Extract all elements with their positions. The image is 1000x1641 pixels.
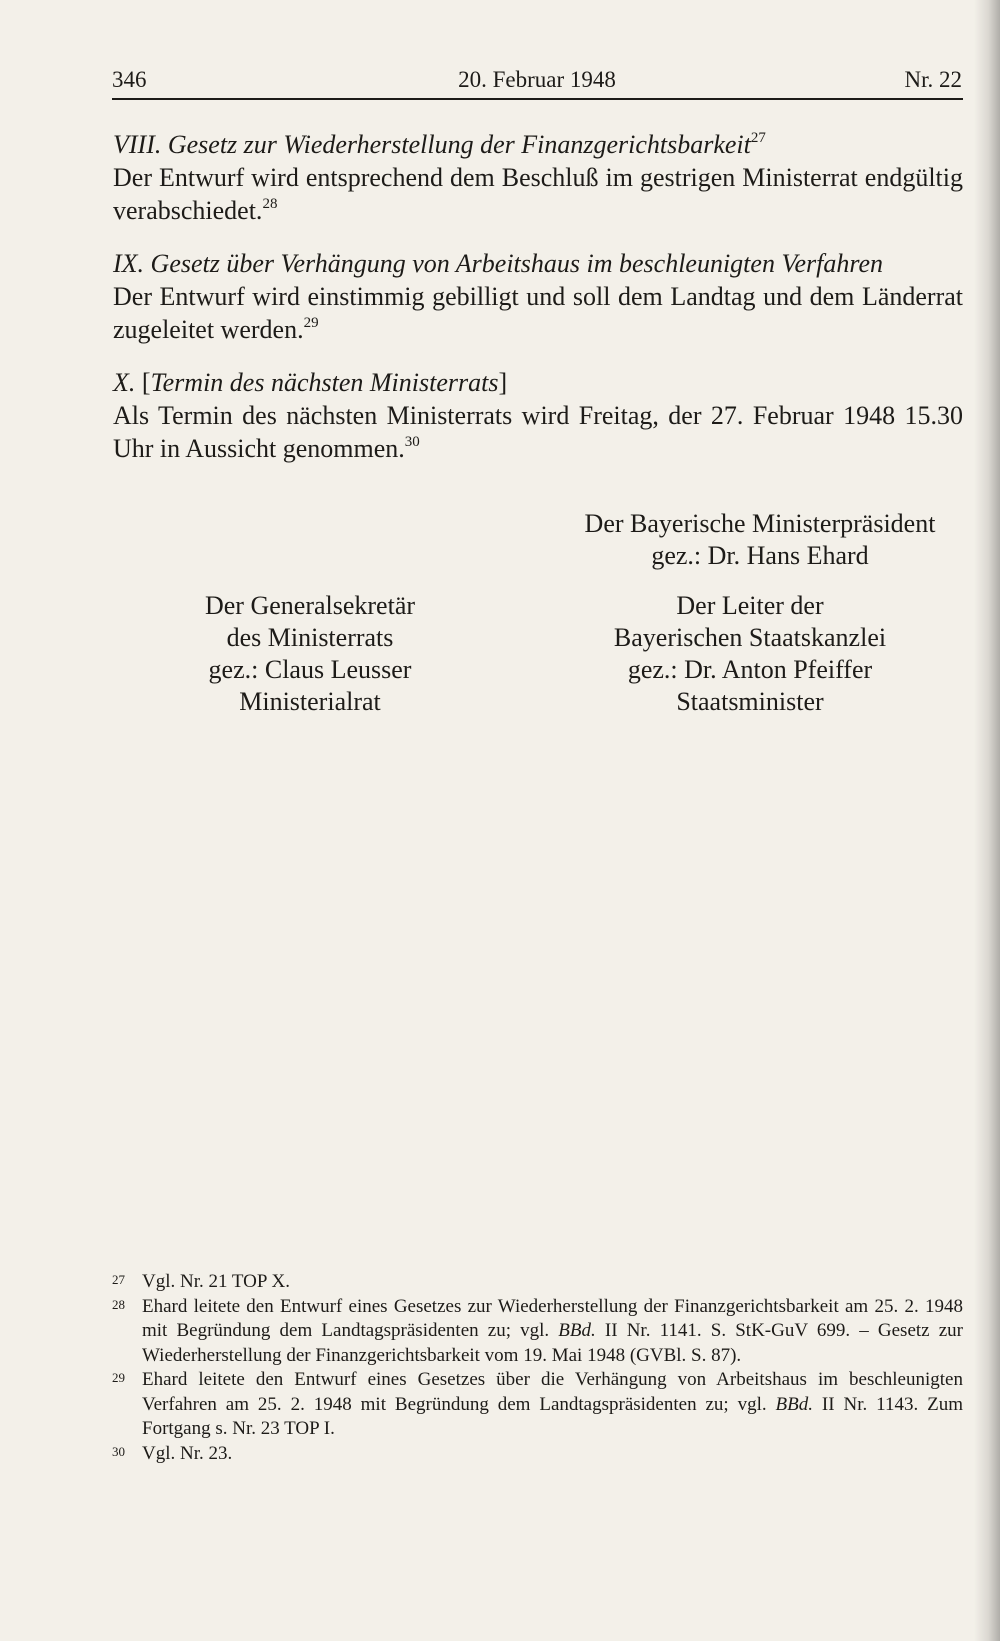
agenda-item-text: Der Entwurf wird entsprechend dem Beschluß im gestrigen Ministerrat endgültig verabschiedet.$^{28}$ [113, 163, 963, 225]
footnote-number: 27 [112, 1272, 125, 1287]
agenda-item-title: X. [Termin des nächsten Ministerrats] [113, 368, 508, 397]
page-number: 346 [112, 67, 147, 92]
footnote-ref: 30 [404, 434, 420, 450]
agenda-item-viii [113, 128, 963, 227]
agenda-item-title: IX. Gesetz über Verhängung von Arbeitshaus im beschleunigten Verfahren [113, 249, 884, 278]
footnote-number: 28 [112, 1296, 125, 1312]
signature-generalsekretaer: Der Generalsekretär des Ministerrats gez.: Claus Leusser Ministerialrat [204, 591, 416, 716]
agenda-item-text: Als Termin des nächsten Ministerrats wird Freitag, der 27. Februar 1948 15.30 Uhr in Aussicht genommen.$^{30}$ [113, 401, 963, 463]
header-rule [112, 98, 963, 100]
page-edge-shadow [974, 0, 1000, 1641]
footnotes [112, 1270, 963, 1466]
footnote-text: Ehard leitete den Entwurf eines Gesetzes über die Verhängung von Arbeitshaus im beschleunigten Verfahren am 25. 2. 1948 mit Begründung dem Landtagspräsidenten zu; vgl. BBd. II Nr. 1143. Zum Fortgang s. Nr. 23 TOP I. [142, 1369, 963, 1439]
footnote-text: Vgl. Nr. 23. [142, 1442, 233, 1464]
header-date: 20. Februar 1948 [458, 67, 616, 92]
footnote-ref: 29 [303, 315, 319, 331]
agenda-item-x [113, 366, 963, 465]
agenda-item-title: VIII. Gesetz zur Wiederherstellung der Finanzgerichtsbarkeit$^{27}$ [113, 130, 766, 159]
agenda-item-ix [113, 247, 963, 346]
header-issue-number: Nr. 22 [904, 67, 962, 92]
footnote-number: 30 [112, 1443, 125, 1459]
footnote-ref: 28 [262, 196, 278, 212]
footnote-29 [112, 1368, 963, 1442]
agenda-item-text: Der Entwurf wird einstimmig gebilligt und soll dem Landtag und dem Länderrat zugeleitet werden.$^{29}$ [113, 282, 963, 344]
footnote-text: Ehard leitete den Entwurf eines Gesetzes zur Wiederherstellung der Finanzgerichtsbarkeit am 25. 2. 1948 mit Begründung dem Landtagspräsidenten zu; vgl. BBd. II Nr. 1141. S. StK-GuV 699. – Gesetz zur Wiederherstellung der Finanzgerichtsbarkeit vom 19. Mai 1948 (GVBl. S. 87). [142, 1295, 963, 1366]
running-header [112, 64, 962, 96]
footnote-28 [112, 1295, 963, 1369]
signature-staatskanzlei: Der Leiter der Bayerischen Staatskanzlei gez.: Dr. Anton Pfeiffer Staatsminister [613, 591, 887, 716]
footnote-27 [112, 1270, 963, 1295]
footnote-30 [112, 1442, 963, 1467]
footnote-text: Vgl. Nr. 21 TOP X. [142, 1271, 290, 1292]
agenda-items [113, 128, 963, 485]
footnote-number: 29 [112, 1370, 125, 1385]
footnote-ref: 27 [750, 130, 766, 146]
signature-ministerpraesident: Der Bayerische Ministerpräsident gez.: Dr. Hans Ehard [584, 509, 936, 570]
